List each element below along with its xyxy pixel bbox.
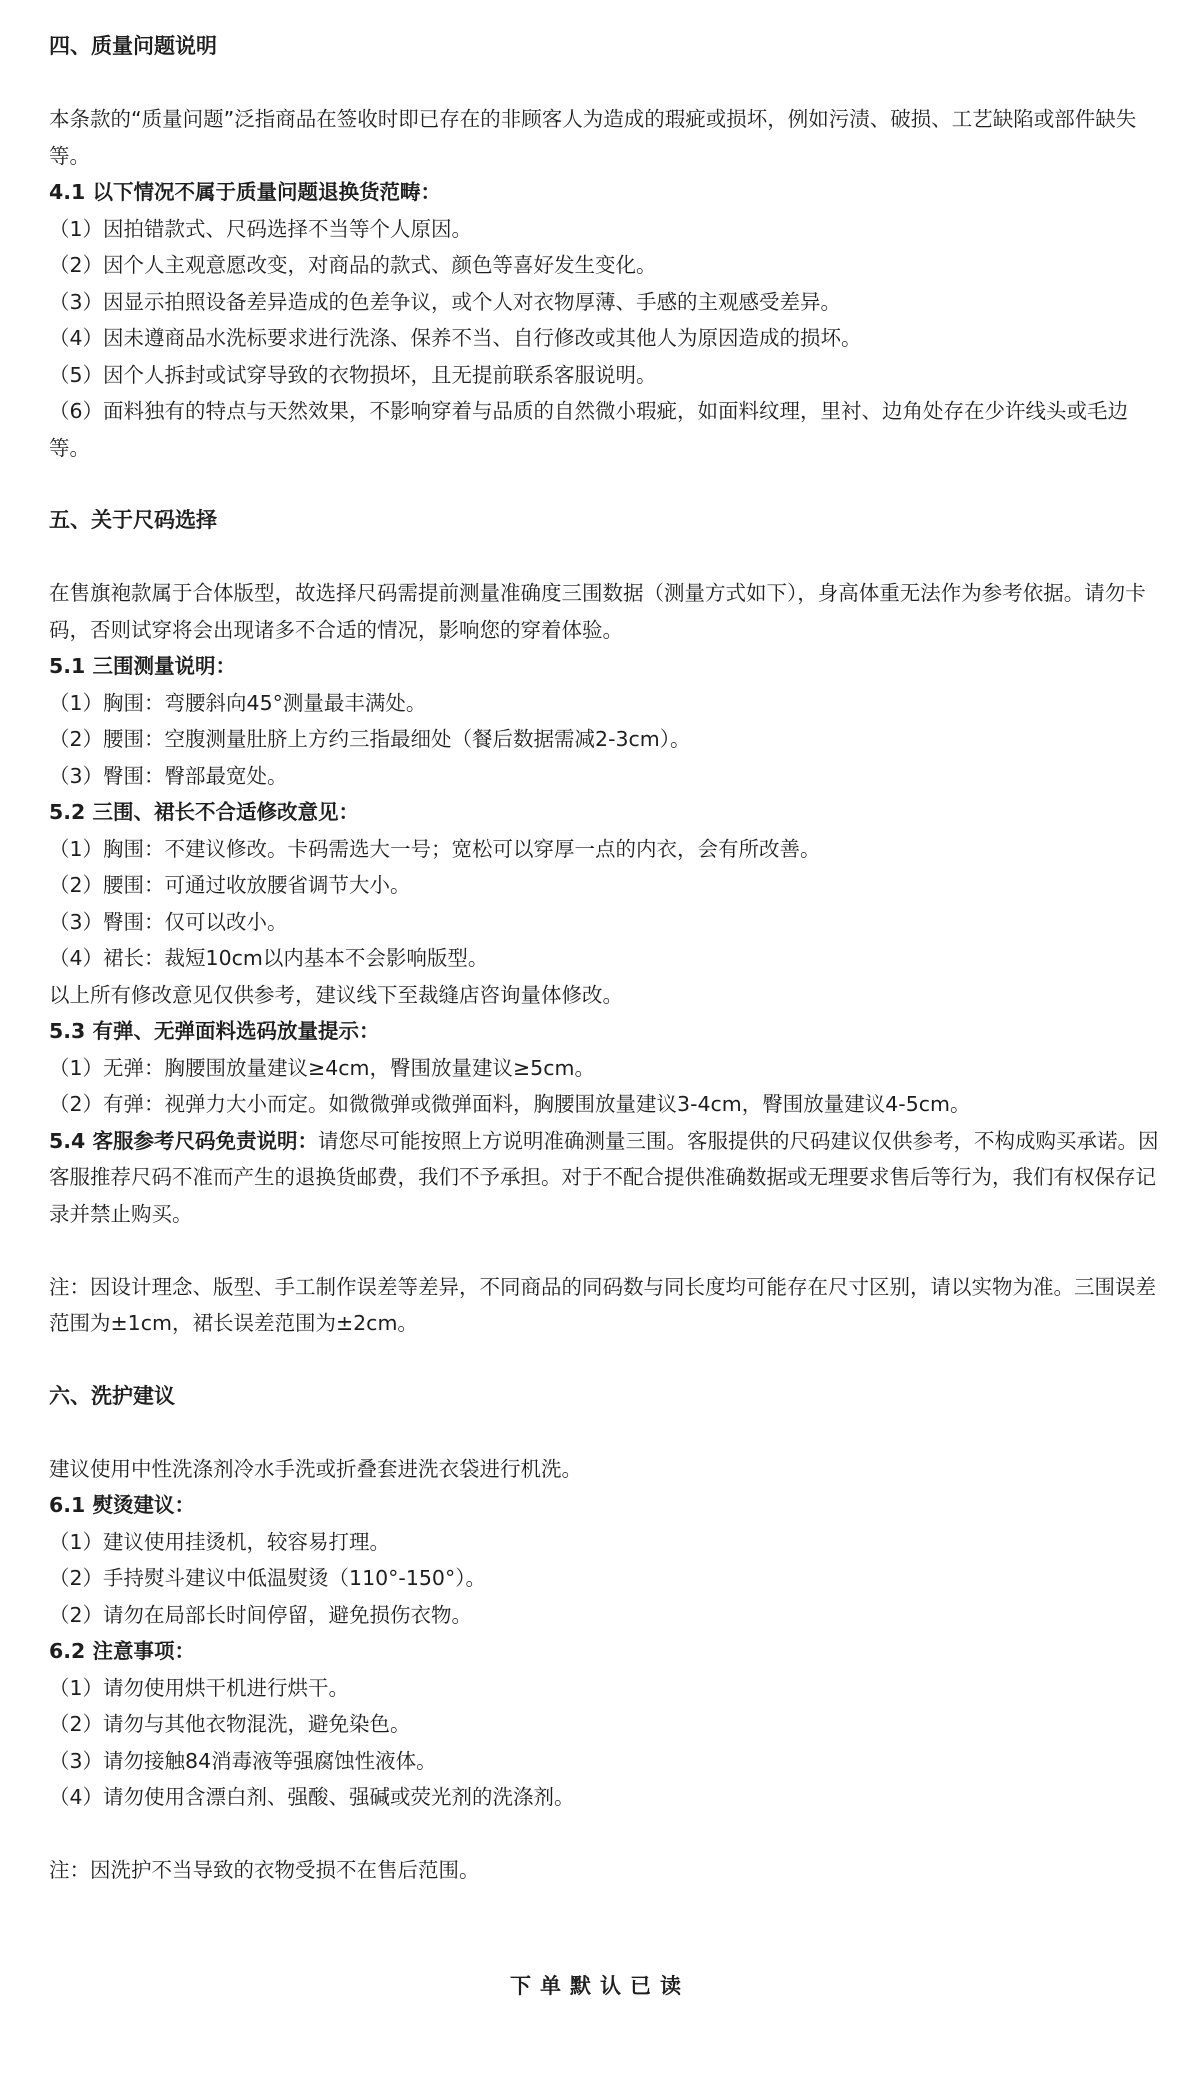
list-item: （1）建议使用挂烫机，较容易打理。 [49, 1529, 391, 1554]
subheading: 4.1 以下情况不属于质量问题退换货范畴： [49, 180, 441, 204]
list-item: （4）裙长：裁短10cm以内基本不会影响版型。 [49, 946, 489, 970]
list-item: （2）请勿与其他衣物混洗，避免染色。 [49, 1712, 411, 1736]
footnote: 注：因设计理念、版型、手工制作误差等差异，不同商品的同码数与同长度均可能存在尺寸区别，请以实物为准。三围误差范围为±1cm，裙长误差范围为±2cm。 [49, 1274, 1156, 1335]
list-item: （3）因显示拍照设备差异造成的色差争议，或个人对衣物厚薄、手感的主观感受差异。 [49, 289, 842, 314]
policy-document [49, 28, 1159, 1889]
paragraph: 以上所有修改意见仅供参考，建议线下至裁缝店咨询量体修改。 [49, 982, 623, 1007]
disclaimer-paragraph [49, 1123, 1159, 1233]
list-item: （1）请勿使用烘干机进行烘干。 [49, 1675, 350, 1700]
list-item: （3）臀围：仅可以改小。 [49, 909, 288, 934]
list-item: （2）因个人主观意愿改变，对商品的款式、颜色等喜好发生变化。 [49, 253, 657, 277]
section-care-advice [49, 1378, 1159, 1889]
list-item: （5）因个人拆封或试穿导致的衣物损坏，且无提前联系客服说明。 [49, 362, 657, 387]
paragraph: 在售旗袍款属于合体版型，故选择尺码需提前测量准确度三围数据（测量方式如下），身高体重无法作为参考依据。请勿卡码，否则试穿将会出现诸多不合适的情况，影响您的穿着体验。 [49, 581, 1146, 642]
footer-read-notice: 下单默认已读 [510, 1974, 690, 1998]
disclaimer-text: 请您尽可能按照上方说明准确测量三围。客服提供的尺码建议仅供参考，不构成购买承诺。因客服推荐尺码不准而产生的退换货邮费，我们不予承担。对于不配合提供准确数据或无理要求售后等行为，我们有权保存记录并禁止购买。 [49, 1128, 1159, 1226]
list-item: （2）有弹：视弹力大小而定。如微微弹或微弹面料，胸腰围放量建议3-4cm，臀围放量建议4-5cm。 [49, 1092, 971, 1116]
section-title: 四、质量问题说明 [49, 34, 217, 58]
list-item: （1）胸围：不建议修改。卡码需选大一号；宽松可以穿厚一点的内衣，会有所改善。 [49, 836, 821, 861]
footnote: 注：因洗护不当导致的衣物受损不在售后范围。 [49, 1858, 480, 1882]
spacer [49, 1232, 1159, 1269]
section-title: 六、洗护建议 [49, 1383, 175, 1408]
subheading: 5.1 三围测量说明： [49, 654, 236, 678]
list-item: （1）无弹：胸腰围放量建议≥4cm，臀围放量建议≥5cm。 [49, 1055, 595, 1080]
list-item: （3）请勿接触84消毒液等强腐蚀性液体。 [49, 1748, 437, 1773]
list-item: （1）胸围：弯腰斜向45°测量最丰满处。 [49, 690, 427, 715]
list-item: （2）手持熨斗建议中低温熨烫（110°-150°）。 [49, 1566, 486, 1590]
list-item: （6）面料独有的特点与天然效果，不影响穿着与品质的自然微小瑕疵，如面料纹理，里衬、边角处存在少许线头或毛边等。 [49, 399, 1129, 460]
spacer [49, 1816, 1159, 1853]
list-item: （4）请勿使用含漂白剂、强酸、强碱或荧光剂的洗涤剂。 [49, 1785, 575, 1809]
subheading: 5.2 三围、裙长不合适修改意见： [49, 800, 359, 824]
section-quality-issues [49, 28, 1159, 466]
section-title: 五、关于尺码选择 [49, 508, 217, 532]
paragraph: 建议使用中性洗涤剂冷水手洗或折叠套进洗衣袋进行机洗。 [49, 1456, 582, 1481]
list-item: （4）因未遵商品水洗标要求进行洗涤、保养不当、自行修改或其他人为原因造成的损坏。 [49, 326, 862, 350]
paragraph: 本条款的“质量问题”泛指商品在签收时即已存在的非顾客人为造成的瑕疵或损坏，例如污渍、破损、工艺缺陷或部件缺失等。 [49, 107, 1137, 168]
list-item: （2）腰围：空腹测量肚脐上方约三指最细处（餐后数据需减2-3cm）。 [49, 727, 691, 751]
section-size-selection [49, 502, 1159, 1342]
list-item: （2）请勿在局部长时间停留，避免损伤衣物。 [49, 1602, 473, 1627]
subheading-inline: 5.4 客服参考尺码免责说明： [49, 1128, 318, 1153]
subheading: 5.3 有弹、无弹面料选码放量提示： [49, 1019, 380, 1043]
list-item: （3）臀围：臀部最宽处。 [49, 763, 288, 788]
list-item: （2）腰围：可通过收放腰省调节大小。 [49, 873, 411, 897]
list-item: （1）因拍错款式、尺码选择不当等个人原因。 [49, 216, 473, 241]
subheading: 6.2 注意事项： [49, 1639, 195, 1663]
subheading: 6.1 熨烫建议： [49, 1493, 195, 1517]
